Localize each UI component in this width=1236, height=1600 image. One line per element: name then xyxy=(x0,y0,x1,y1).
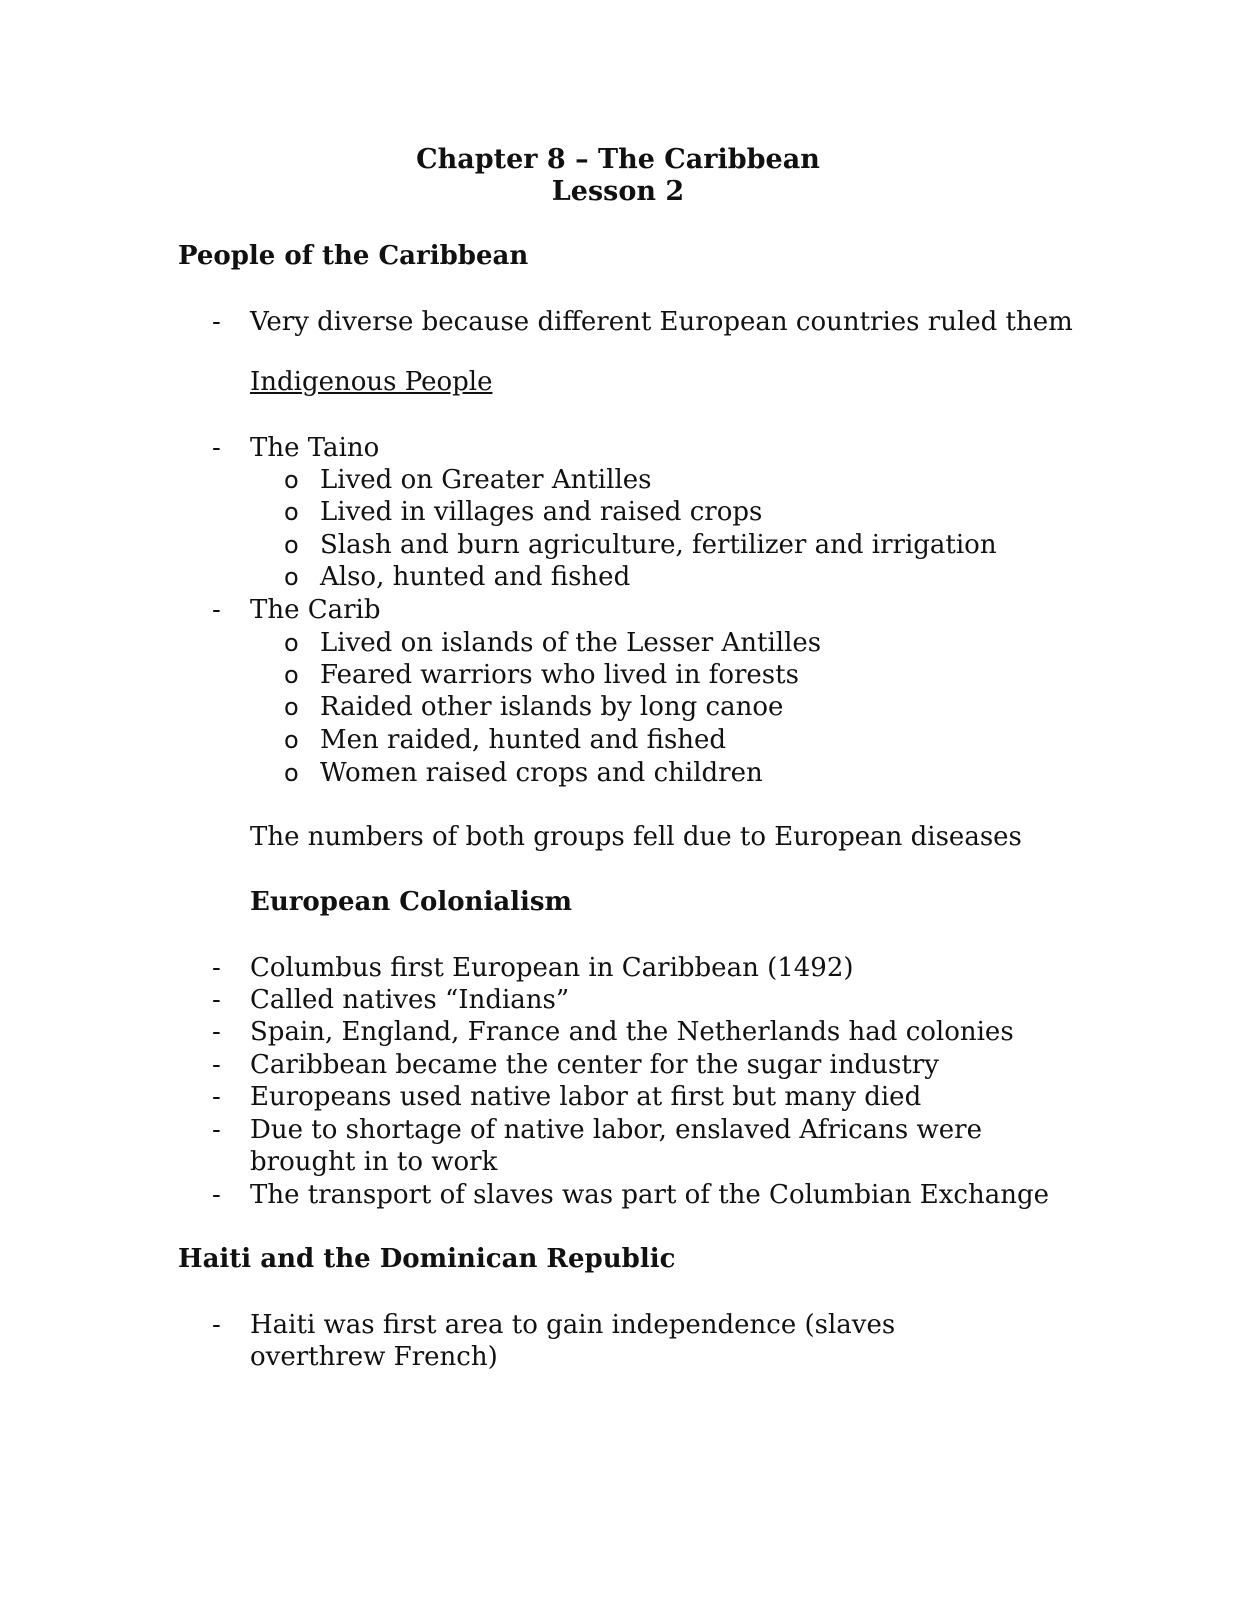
subheading-indigenous-people: Indigenous People xyxy=(250,367,493,397)
lesson-title: Lesson 2 xyxy=(551,176,685,207)
dash-marker: - xyxy=(212,307,221,337)
conclusion-text: The numbers of both groups fell due to European diseases xyxy=(250,822,1022,852)
circle-marker: o xyxy=(284,498,299,526)
dash-marker: - xyxy=(212,1050,221,1080)
dash-marker: - xyxy=(212,1310,221,1340)
circle-marker: o xyxy=(284,531,299,559)
colonialism-bullet: Columbus first European in Caribbean (1492) xyxy=(250,953,854,983)
dash-marker: - xyxy=(212,1082,221,1112)
colonialism-bullet: Due to shortage of native labor, enslaved Africans were brought in to work xyxy=(250,1115,982,1177)
carib-point: Feared warriors who lived in forests xyxy=(320,660,799,690)
haiti-bullet: Haiti was first area to gain independence (slaves overthrew French) xyxy=(250,1310,896,1372)
section-heading-european-colonialism: European Colonialism xyxy=(250,887,573,917)
dash-marker: - xyxy=(212,595,221,625)
group-carib: The Carib xyxy=(250,595,381,625)
bullet-very-diverse: Very diverse because different European countries ruled them xyxy=(250,307,1073,337)
circle-marker: o xyxy=(284,693,299,721)
colonialism-bullet: Called natives “Indians” xyxy=(250,985,570,1015)
chapter-title: Chapter 8 – The Caribbean xyxy=(416,144,820,175)
carib-point: Women raised crops and children xyxy=(320,758,763,788)
circle-marker: o xyxy=(284,726,299,754)
circle-marker: o xyxy=(284,661,299,689)
colonialism-bullet: Europeans used native labor at first but many died xyxy=(250,1082,922,1112)
dash-marker: - xyxy=(212,1180,221,1210)
dash-marker: - xyxy=(212,433,221,463)
dash-marker: - xyxy=(212,985,221,1015)
dash-marker: - xyxy=(212,953,221,983)
taino-point: Lived on Greater Antilles xyxy=(320,465,652,495)
circle-marker: o xyxy=(284,629,299,657)
circle-marker: o xyxy=(284,466,299,494)
carib-point: Lived on islands of the Lesser Antilles xyxy=(320,628,822,658)
taino-point: Lived in villages and raised crops xyxy=(320,497,763,527)
taino-point: Also, hunted and fished xyxy=(320,562,631,592)
colonialism-bullet: Caribbean became the center for the sugar industry xyxy=(250,1050,939,1080)
taino-point: Slash and burn agriculture, fertilizer and irrigation xyxy=(320,530,997,560)
group-taino: The Taino xyxy=(250,433,380,463)
section-heading-people: People of the Caribbean xyxy=(178,241,529,271)
section-heading-haiti-dominican: Haiti and the Dominican Republic xyxy=(178,1244,676,1274)
dash-marker: - xyxy=(212,1017,221,1047)
circle-marker: o xyxy=(284,759,299,787)
carib-point: Raided other islands by long canoe xyxy=(320,692,784,722)
circle-marker: o xyxy=(284,563,299,591)
colonialism-bullet: Spain, England, France and the Netherlands had colonies xyxy=(250,1017,1014,1047)
dash-marker: - xyxy=(212,1115,221,1145)
colonialism-bullet: The transport of slaves was part of the Columbian Exchange xyxy=(250,1180,1050,1210)
carib-point: Men raided, hunted and fished xyxy=(320,725,727,755)
